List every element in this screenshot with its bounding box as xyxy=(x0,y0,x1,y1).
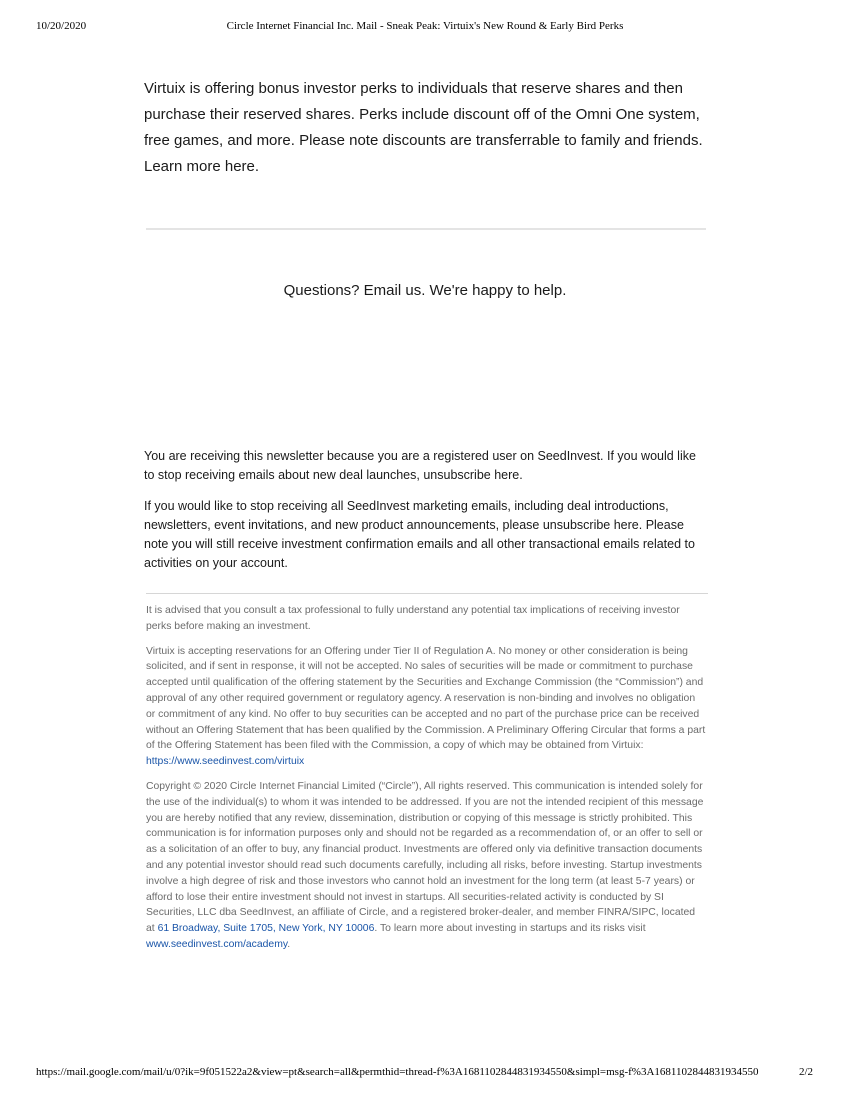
tax-notice: It is advised that you consult a tax professional to fully understand any potential tax implications of receiving investor perks before making an investment. xyxy=(146,605,680,632)
print-header-title: Circle Internet Financial Inc. Mail - Sneak Peak: Virtuix's New Round & Early Bird Perks xyxy=(226,20,624,32)
legal-divider xyxy=(146,593,708,594)
newsletter-paragraph-registered-user: You are receiving this newsletter because you are a registered user on SeedInvest. If you would like to stop receiving emails about new deal launches, unsubscribe here. xyxy=(144,449,696,482)
questions-line: Questions? Email us. We're happy to help. xyxy=(283,282,567,299)
copyright-notice xyxy=(146,779,706,953)
regulation-a-notice xyxy=(146,644,706,770)
copyright-mid-text: . To learn more about investing in startups and its risks visit xyxy=(374,923,646,935)
print-footer-page-number: 2/2 xyxy=(798,1066,813,1078)
legal-disclaimer xyxy=(146,603,706,962)
newsletter-paragraph-unsubscribe-all: If you would like to stop receiving all SeedInvest marketing emails, including deal introductions, newsletters, event invitations, and new product announcements, please unsubscribe here. Please note you will still receive investment confirmation emails and all other transactional emails related to activities on your account. xyxy=(144,499,695,570)
newsletter-notice xyxy=(144,447,704,585)
copyright-text: Copyright © 2020 Circle Internet Financial Limited (“Circle”), All rights reserved. This communication is intended solely for the use of the individual(s) to whom it was intended to be addressed. If you are not the intended recipient of this message you are hereby notified that any review, dissemination, distribution or copying of this message is strictly prohibited. This communication is for information purposes only and should not be regarded as a recommendation of, or an offer to sell or as a solicitation of an offer to buy, any financial product. Investments are offered only via definitive transaction documents and any potential investor should read such documents carefully, including all risks, before investing. Startup investments involve a high degree of risk and those investors who cannot hold an investment for the long term (at least 5-7 years) or afford to lose their entire investment should not invest in startups. All securities-related activity is conducted by SI Securities, LLC dba SeedInvest, an affiliate of Circle, and a registered broker-dealer, and member FINRA/SIPC, located at xyxy=(146,780,704,935)
regulation-a-text: Virtuix is accepting reservations for an Offering under Tier II of Regulation A. No money or other consideration is being solicited, and if sent in response, it will not be accepted. No sales of securities will be made or commitment to purchase accepted until qualification of the offering statement by the Securities and Exchange Commission (the “Commission”) and approval of any other required government or regulatory agency. A reservation is non-binding and involves no obligation or commitment of any kind. No offer to buy securities can be accepted and no part of the purchase price can be received without an Offering Statement that has been qualified by the Commission. A Preliminary Offering Circular that forms a part of the Offering Statement has been filed with the Commission, a copy of which may be obtained from Virtuix: xyxy=(146,645,706,752)
perks-paragraph: Virtuix is offering bonus investor perks to individuals that reserve shares and then purchase their reserved shares. Perks include discount off of the Omni One system, free games, and more. Please note discounts are transferrable to family and friends. Learn more here. xyxy=(144,80,703,175)
print-header-date: 10/20/2020 xyxy=(36,20,87,32)
virtuix-offering-link[interactable]: https://www.seedinvest.com/virtuix xyxy=(146,756,305,768)
print-footer-url: https://mail.google.com/mail/u/0?ik=9f051522a2&view=pt&search=all&permthid=thread-f%3A1681102844831934550&simpl=msg-f%3A1681102844831934550 xyxy=(36,1066,759,1078)
section-divider xyxy=(146,228,706,230)
academy-link[interactable]: www.seedinvest.com/academy xyxy=(146,938,288,950)
address-link[interactable]: 61 Broadway, Suite 1705, New York, NY 10006 xyxy=(157,923,375,935)
copyright-end-text: . xyxy=(287,938,291,950)
